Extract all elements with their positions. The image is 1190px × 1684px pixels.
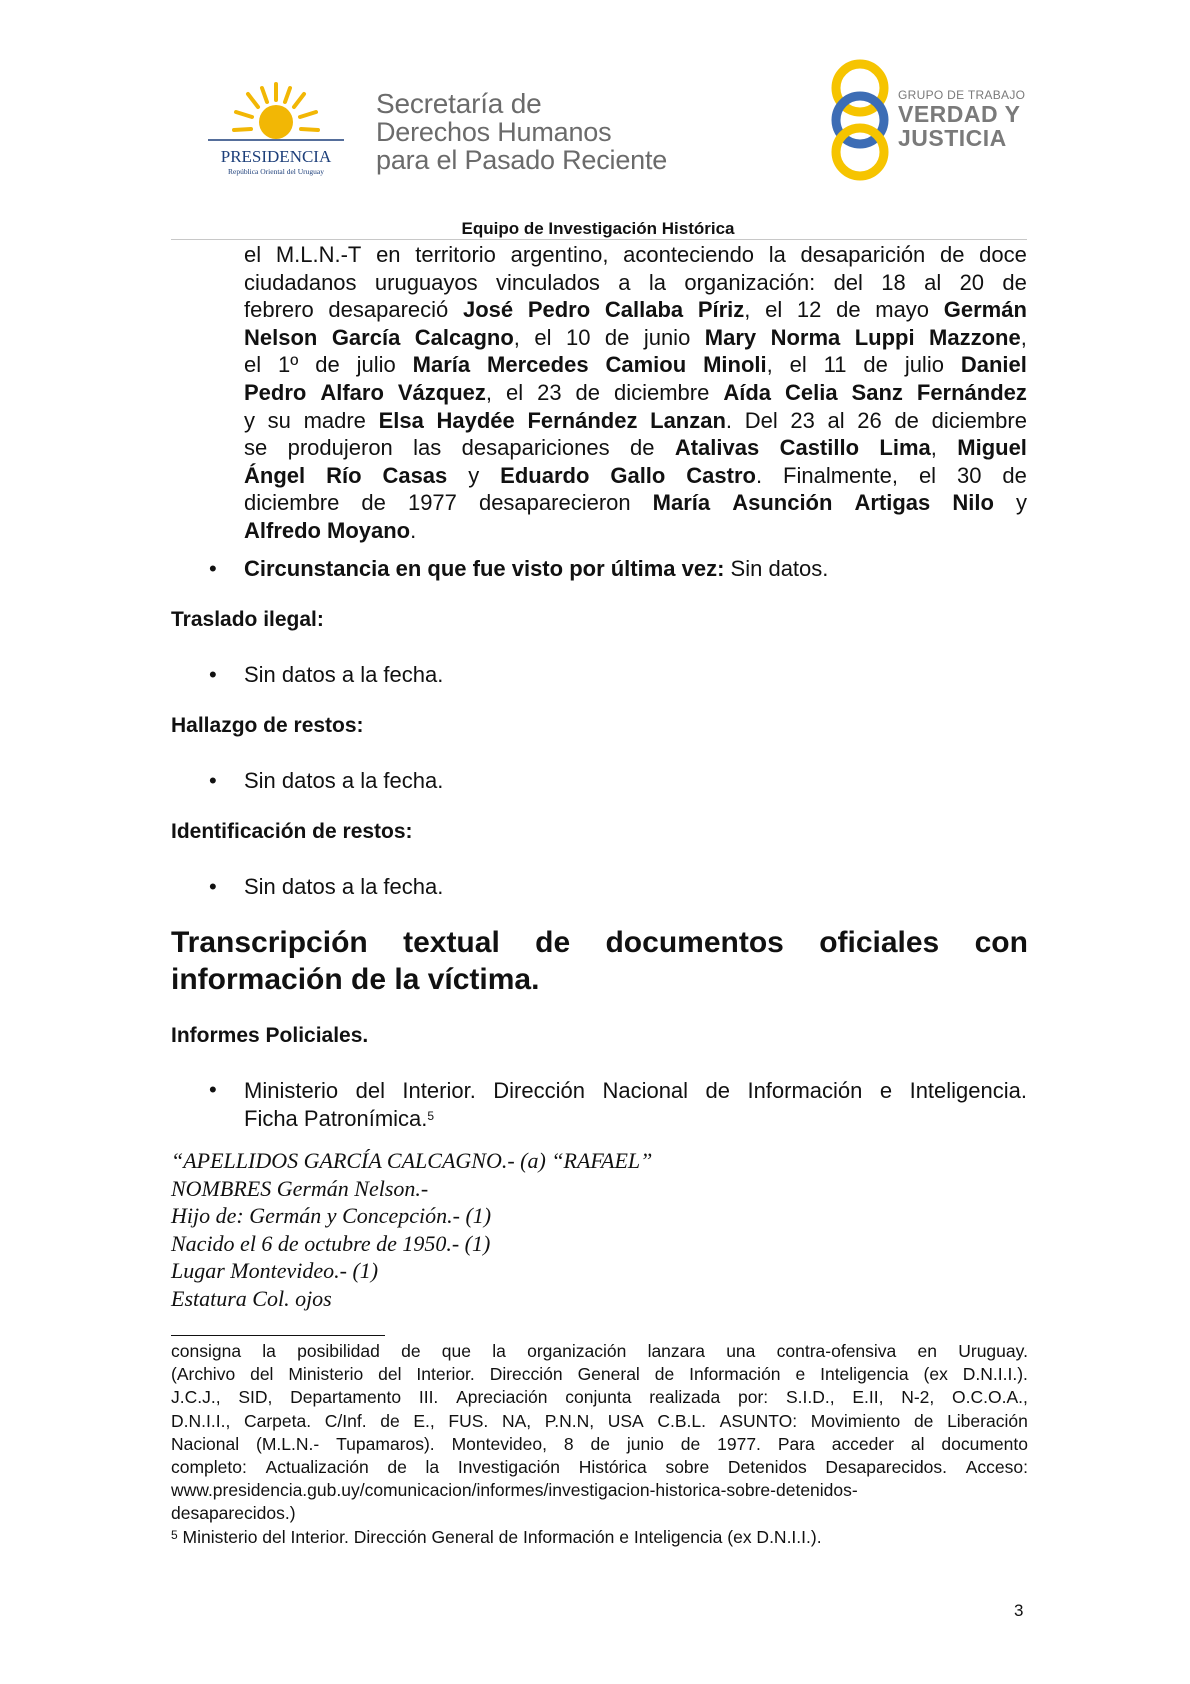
paragraph-line — [171, 1340, 1028, 1363]
word: III. — [418, 1387, 439, 1408]
word: mayo — [875, 297, 930, 323]
word: Ángel — [244, 462, 306, 488]
word: de — [590, 1433, 610, 1454]
word: FUS. — [448, 1410, 489, 1431]
word: Mazzone, — [929, 324, 1027, 350]
paragraph-line — [171, 1386, 1028, 1409]
word: Mercedes — [487, 352, 589, 378]
word: el — [244, 352, 262, 378]
ficha-line: NOMBRES Germán Nelson.- — [171, 1175, 429, 1201]
word: con — [974, 926, 1028, 959]
word: de — [1002, 462, 1027, 488]
word: de — [680, 1433, 701, 1454]
word: Departamento — [290, 1387, 402, 1408]
word: José — [462, 297, 514, 323]
traslado-heading: Traslado ilegal: — [171, 608, 324, 631]
word: Transcripción — [171, 926, 368, 959]
word: N-2, — [901, 1387, 935, 1408]
word: el — [505, 379, 524, 405]
paragraph-line — [171, 1433, 1028, 1456]
word: Detenidos — [727, 1457, 807, 1478]
footnote-divider — [171, 1335, 385, 1336]
word: Acceso: — [965, 1457, 1028, 1478]
word: Camiou — [605, 352, 687, 378]
word: Lanzan. — [650, 407, 733, 433]
word: NA, — [501, 1410, 532, 1431]
transcripcion-heading-line-1 — [171, 924, 1028, 961]
word: Fernández — [916, 379, 1027, 405]
word: diciembre — [931, 407, 1027, 433]
secretaria-line-2: Derechos Humanos — [376, 117, 612, 147]
word: 23 — [790, 407, 815, 433]
word: el — [789, 352, 807, 378]
word: Píriz, — [697, 297, 751, 323]
word: Nilo — [952, 490, 994, 516]
word: Histórica — [578, 1457, 647, 1478]
footnotes — [171, 1340, 1028, 1526]
word: (Archivo — [171, 1364, 236, 1385]
bullet-icon: • — [209, 768, 217, 793]
word: Ministerio — [288, 1364, 364, 1385]
ficha-line: “APELLIDOS GARCÍA CALCAGNO.- (a) “RAFAEL” — [171, 1148, 653, 1173]
word: Casas — [382, 462, 448, 488]
word: de — [604, 324, 630, 350]
word: contra-ofensiva — [776, 1341, 897, 1361]
word: Tupamaros). — [336, 1433, 435, 1454]
bullet-icon: • — [209, 662, 217, 687]
word: Norma — [770, 324, 841, 350]
word: Moyano. — [327, 517, 417, 543]
word: y — [244, 407, 255, 433]
word: de — [380, 1410, 400, 1431]
word: desapareció — [328, 297, 449, 323]
footnote-5 — [171, 1526, 1028, 1549]
word: Apreciación — [456, 1387, 548, 1408]
word: diciembre — [613, 379, 710, 405]
word: ciudadanos — [244, 269, 357, 295]
bullet-icon: • — [209, 556, 217, 581]
grupo-trabajo-text — [898, 88, 1025, 150]
word: textual — [403, 926, 500, 959]
word: Montevideo, — [451, 1433, 547, 1454]
word: María — [412, 352, 471, 378]
paragraph-line — [244, 296, 1027, 324]
ficha-line: Lugar Montevideo.- (1) — [171, 1258, 379, 1284]
footnote-ref-5: 5 — [427, 1108, 435, 1123]
word: julio — [904, 352, 944, 378]
paragraph-line — [244, 241, 1027, 269]
word: en — [376, 242, 401, 267]
word: 30 — [957, 462, 982, 488]
paragraph-line — [244, 517, 1027, 545]
word: de — [315, 352, 340, 378]
word: el — [244, 242, 262, 267]
word: C.B.L. — [657, 1410, 707, 1431]
word: Eduardo — [500, 462, 590, 488]
paragraph-line — [171, 1410, 1028, 1433]
word: al — [827, 407, 845, 433]
traslado-item: Sin datos a la fecha. — [244, 662, 444, 687]
word: Daniel — [960, 352, 1027, 378]
word: madre — [303, 407, 366, 433]
hallazgo-heading: Hallazgo de restos: — [171, 714, 364, 737]
word: de — [894, 407, 919, 433]
word: María — [652, 490, 711, 516]
word: Sanz — [851, 379, 903, 405]
paragraph-line — [171, 1456, 1028, 1479]
paragraph-line — [244, 379, 1027, 407]
informes-item-line-2: Ficha Patronímica. — [244, 1105, 428, 1131]
paragraph-line — [171, 1502, 1028, 1525]
word: Alfredo — [244, 517, 321, 543]
word: lanzara — [647, 1341, 705, 1361]
word: Pedro — [527, 297, 591, 323]
word: uruguayos — [374, 269, 478, 295]
header-divider — [171, 239, 1027, 240]
secretaria-line-1: Secretaría de — [376, 88, 542, 119]
word: Luppi — [854, 324, 915, 350]
word: doce — [979, 242, 1027, 267]
verdad-justicia-logo-icon — [820, 58, 900, 183]
paragraph-line — [171, 1363, 1028, 1386]
word: la — [492, 1341, 506, 1361]
identificacion-heading: Identificación de restos: — [171, 820, 413, 843]
word: Desaparecidos. — [825, 1457, 948, 1478]
word: P.N.N, — [544, 1410, 595, 1431]
word: Actualización — [265, 1457, 369, 1478]
paragraph-line — [244, 462, 1027, 490]
word: SID, — [238, 1387, 273, 1408]
bullet-icon: • — [209, 874, 217, 899]
word: de — [575, 379, 601, 405]
word: Callaba — [604, 297, 684, 323]
word: Fernández — [527, 407, 638, 433]
word: de — [361, 490, 386, 516]
bullet-icon: • — [209, 1077, 217, 1102]
word: y — [1015, 490, 1027, 516]
word: Aída — [723, 379, 772, 405]
word: 1977. — [717, 1433, 761, 1454]
word: Castro. — [686, 462, 763, 488]
word: Del — [744, 407, 778, 433]
paragraph-line — [244, 351, 1027, 379]
word: 1977 — [407, 490, 457, 516]
word: desaparecieron — [478, 490, 631, 516]
word: 18 — [881, 269, 906, 295]
word: Movimiento — [810, 1410, 901, 1431]
word: organización: — [684, 269, 816, 295]
word: y — [468, 462, 480, 488]
word: realizada — [649, 1387, 721, 1408]
word: Interior. — [416, 1364, 475, 1385]
word: argentino, — [510, 242, 609, 267]
word: Información — [689, 1364, 781, 1385]
word: E., — [413, 1410, 435, 1431]
word: produjeron — [287, 435, 393, 461]
word: O.C.O.A., — [952, 1387, 1028, 1408]
presidencia-logo — [196, 80, 356, 180]
word: Pedro — [244, 379, 307, 405]
paragraph-line — [171, 1479, 1028, 1502]
word: www.presidencia.gub.uy/comunicacion/informes/investigacion-historica-sobre-detenidos- — [171, 1480, 858, 1501]
word: Elsa — [378, 407, 424, 433]
word: territorio — [415, 242, 496, 267]
word: de — [939, 242, 965, 267]
word: desaparecidos.) — [171, 1503, 296, 1524]
word: Nacional — [171, 1433, 240, 1454]
word: García — [331, 324, 401, 350]
word: Castillo — [779, 435, 860, 461]
word: el — [918, 462, 937, 488]
continuation-paragraph — [244, 241, 1027, 545]
word: sobre — [665, 1457, 710, 1478]
word: consigna — [171, 1341, 242, 1361]
word: a — [618, 269, 631, 295]
word: Germán — [943, 297, 1027, 323]
identificacion-item: Sin datos a la fecha. — [244, 874, 444, 899]
word: organización — [527, 1341, 627, 1361]
word: en — [917, 1341, 937, 1361]
word: de — [535, 926, 571, 959]
word: 1º — [278, 352, 299, 378]
word: junio — [626, 1433, 664, 1454]
verdad-label: VERDAD Y — [898, 101, 1021, 127]
word: el — [534, 324, 552, 350]
word: Liberación — [947, 1410, 1028, 1431]
word: de — [863, 352, 888, 378]
word: documentos — [605, 926, 784, 959]
word: USA — [607, 1410, 644, 1431]
page-number: 3 — [1014, 1601, 1024, 1620]
word: aconteciendo — [623, 242, 755, 267]
informes-heading: Informes Policiales. — [171, 1024, 369, 1047]
word: acceder — [831, 1433, 894, 1454]
word: Río — [326, 462, 362, 488]
word: Minoli, — [703, 352, 773, 378]
word: una — [726, 1341, 756, 1361]
word: Carpeta. — [243, 1410, 312, 1431]
word: (M.L.N.- — [256, 1433, 320, 1454]
word: Mary — [704, 324, 757, 350]
word: posibilidad — [297, 1341, 380, 1361]
word: C/Inf. — [324, 1410, 367, 1431]
footnote-5-text: Ministerio del Interior. Dirección General de Información e Inteligencia (ex D.N.I.I.). — [177, 1527, 822, 1547]
word: M.L.N.-T — [275, 242, 362, 267]
circunstancia-value: Sin datos. — [724, 556, 829, 581]
word: completo: — [171, 1457, 247, 1478]
secretaria-line-3: para el Pasado Reciente — [376, 145, 668, 175]
word: de — [654, 1364, 675, 1385]
word: del — [378, 1364, 402, 1385]
word: documento — [941, 1433, 1028, 1454]
word: del — [250, 1364, 274, 1385]
word: la — [648, 269, 666, 295]
word: vinculados — [495, 269, 600, 295]
secretaria-title — [376, 90, 667, 174]
word: 20 — [959, 269, 985, 295]
footnote-5-number: 5 — [171, 1528, 178, 1542]
word: Asunción — [732, 490, 833, 516]
paragraph-line — [244, 489, 1027, 517]
word: 12 — [796, 297, 822, 323]
word: Investigación — [457, 1457, 560, 1478]
word: al — [910, 1433, 925, 1454]
word: E.II, — [852, 1387, 884, 1408]
paragraph-line — [244, 324, 1027, 352]
transcripcion-heading-line-2: información de la víctima. — [171, 963, 540, 996]
word: de — [629, 435, 655, 461]
word: Dirección — [489, 1364, 563, 1385]
word: la — [425, 1457, 440, 1478]
word: Gallo — [610, 462, 666, 488]
hallazgo-item: Sin datos a la fecha. — [244, 768, 444, 793]
word: el — [765, 297, 783, 323]
word: Lima, — [879, 435, 937, 461]
word: desaparición — [800, 242, 926, 267]
paragraph-line — [244, 434, 1027, 462]
word: la — [262, 1341, 276, 1361]
word: D.N.I.I., — [171, 1410, 231, 1431]
word: 23 — [537, 379, 562, 405]
ficha-line: Nacido el 6 de octubre de 1950.- (1) — [171, 1230, 491, 1256]
word: J.C.J., — [171, 1387, 221, 1408]
team-heading: Equipo de Investigación Histórica — [461, 219, 735, 238]
word: S.I.D., — [785, 1387, 835, 1408]
word: 10 — [565, 324, 591, 350]
word: de — [1002, 269, 1027, 295]
word: Para — [777, 1433, 815, 1454]
word: Inteligencia — [820, 1364, 909, 1385]
word: desapariciones — [461, 435, 610, 461]
word: Miguel — [957, 435, 1027, 461]
word: 11 — [823, 352, 847, 378]
transcripcion-heading — [171, 924, 1028, 998]
word: oficiales — [819, 926, 940, 959]
word: Finalmente, — [783, 462, 898, 488]
word: 8 — [563, 1433, 574, 1454]
word: Calcagno, — [414, 324, 520, 350]
word: Vázquez, — [397, 379, 493, 405]
paragraph-line — [244, 407, 1027, 435]
word: Artigas — [854, 490, 931, 516]
paragraph-line — [244, 269, 1027, 297]
word: febrero — [244, 297, 314, 323]
informes-item — [244, 1077, 1027, 1132]
word: de — [913, 1410, 934, 1431]
informes-item-line-1: Ministerio del Interior. Dirección Nacional de Información e Inteligencia. — [244, 1078, 1027, 1103]
word: D.N.I.I.). — [962, 1364, 1028, 1385]
word: de — [401, 1341, 421, 1361]
presidencia-label: PRESIDENCIA — [220, 147, 332, 166]
grupo-label: GRUPO DE TRABAJO — [898, 88, 1026, 102]
word: ASUNTO: — [719, 1410, 798, 1431]
presidencia-sublabel: República Oriental del Uruguay — [227, 167, 325, 176]
word: Alfaro — [320, 379, 384, 405]
word: Haydée — [436, 407, 515, 433]
circunstancia-item — [244, 556, 828, 582]
circunstancia-label: Circunstancia en que fue visto por última vez: — [244, 556, 725, 581]
word: del — [833, 269, 863, 295]
word: (ex — [923, 1364, 948, 1385]
word: de — [387, 1457, 407, 1478]
ficha-line: Estatura Col. ojos — [171, 1285, 332, 1311]
word: 26 — [857, 407, 882, 433]
justicia-label: JUSTICIA — [898, 125, 1007, 151]
word: Atalivas — [674, 435, 760, 461]
word: su — [267, 407, 291, 433]
word: la — [768, 242, 786, 267]
word: Celia — [784, 379, 838, 405]
word: al — [924, 269, 942, 295]
word: Uruguay. — [958, 1341, 1028, 1361]
word: se — [244, 435, 268, 461]
word: conjunta — [565, 1387, 632, 1408]
word: diciembre — [244, 490, 340, 516]
word: julio — [356, 352, 396, 378]
word: General — [577, 1364, 640, 1385]
word: junio — [643, 324, 691, 350]
ficha-patronimica — [171, 1147, 652, 1313]
ficha-line: Hijo de: Germán y Concepción.- (1) — [171, 1203, 492, 1229]
word: por: — [738, 1387, 769, 1408]
word: de — [836, 297, 861, 323]
sun-icon — [234, 84, 318, 139]
word: las — [413, 435, 442, 461]
word: e — [795, 1364, 806, 1385]
word: Nelson — [244, 324, 318, 350]
word: que — [441, 1341, 471, 1361]
